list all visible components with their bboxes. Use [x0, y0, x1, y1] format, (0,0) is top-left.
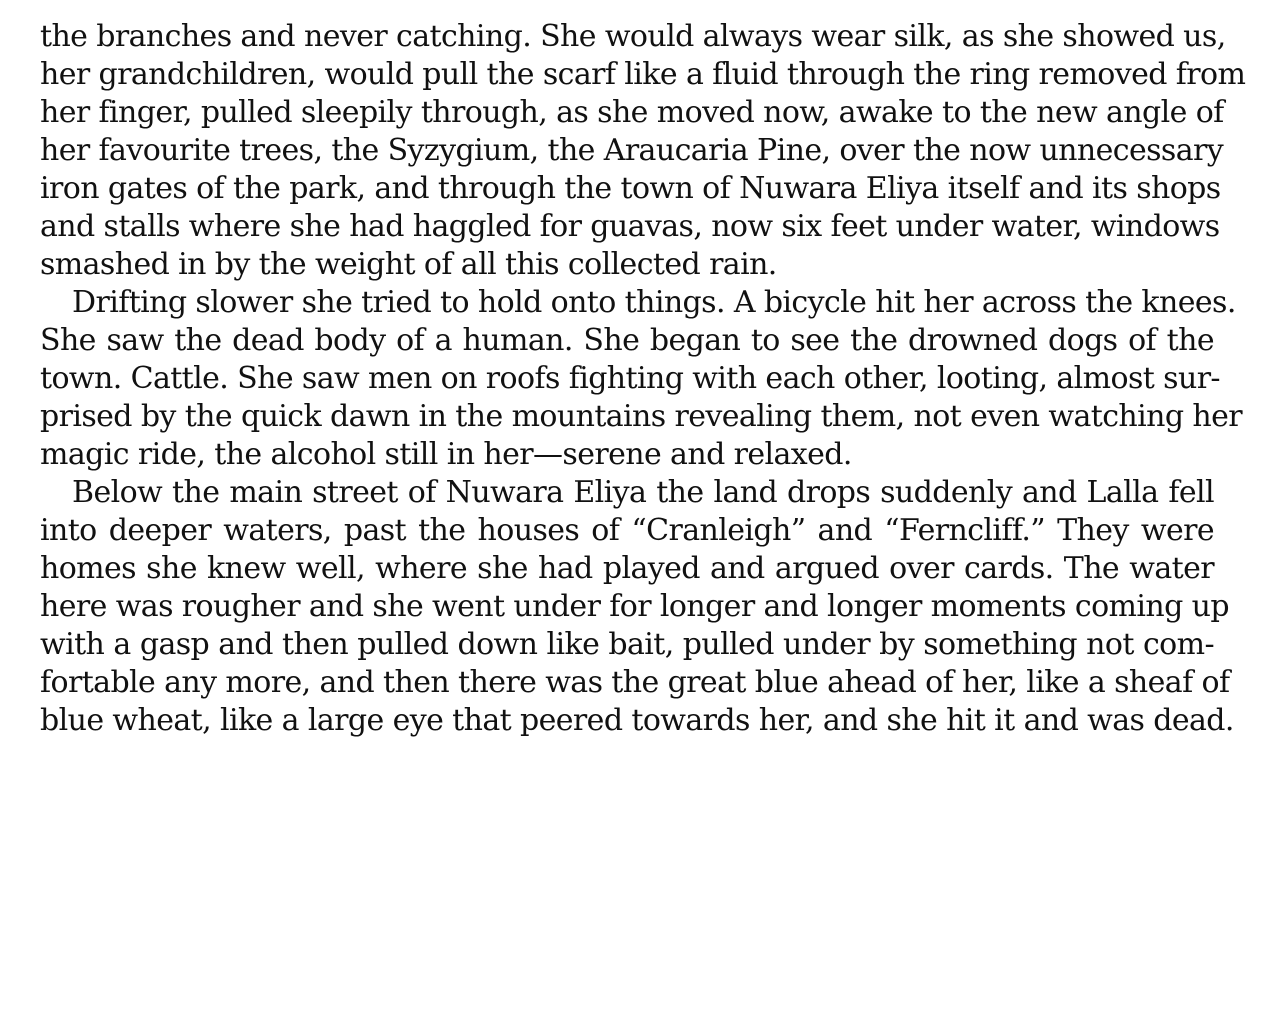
- text-line: her finger, pulled sleepily through, as she moved now, awake to the new angle of: [40, 95, 1224, 130]
- text-line: magic ride, the alcohol still in her—serene and relaxed.: [40, 437, 852, 472]
- text-line: with a gasp and then pulled down like bait, pulled under by something not com-: [40, 627, 1214, 662]
- text-line: Drifting slower she tried to hold onto things. A bicycle hit her across the knees.: [72, 285, 1236, 320]
- book-page-text: [40, 18, 1246, 740]
- paragraph-1: [40, 18, 1246, 284]
- text-line: town. Cattle. She saw men on roofs fighting with each other, looting, almost sur-: [40, 361, 1220, 396]
- paragraph-3: [40, 474, 1234, 740]
- paragraph-2: [40, 284, 1242, 474]
- text-line: her favourite trees, the Syzygium, the Araucaria Pine, over the now unnecessary: [40, 133, 1224, 168]
- text-line: Below the main street of Nuwara Eliya the land drops suddenly and Lalla fell: [72, 475, 1214, 510]
- text-line: smashed in by the weight of all this collected rain.: [40, 247, 777, 282]
- text-line: homes she knew well, where she had played and argued over cards. The water: [40, 551, 1214, 586]
- text-line: the branches and never catching. She would always wear silk, as she showed us,: [40, 19, 1226, 54]
- text-line: prised by the quick dawn in the mountains revealing them, not even watching her: [40, 399, 1242, 434]
- text-line: blue wheat, like a large eye that peered towards her, and she hit it and was dead.: [40, 703, 1234, 738]
- text-line: iron gates of the park, and through the town of Nuwara Eliya itself and its shops: [40, 171, 1221, 206]
- text-line: She saw the dead body of a human. She began to see the drowned dogs of the: [40, 323, 1214, 358]
- text-line: and stalls where she had haggled for guavas, now six feet under water, windows: [40, 209, 1220, 244]
- text-line: into deeper waters, past the houses of “Cranleigh” and “Ferncliff.” They were: [40, 513, 1214, 548]
- text-line: here was rougher and she went under for longer and longer moments coming up: [40, 589, 1229, 624]
- text-line: her grandchildren, would pull the scarf like a fluid through the ring removed from: [40, 57, 1246, 92]
- text-line: fortable any more, and then there was the great blue ahead of her, like a sheaf of: [40, 665, 1230, 700]
